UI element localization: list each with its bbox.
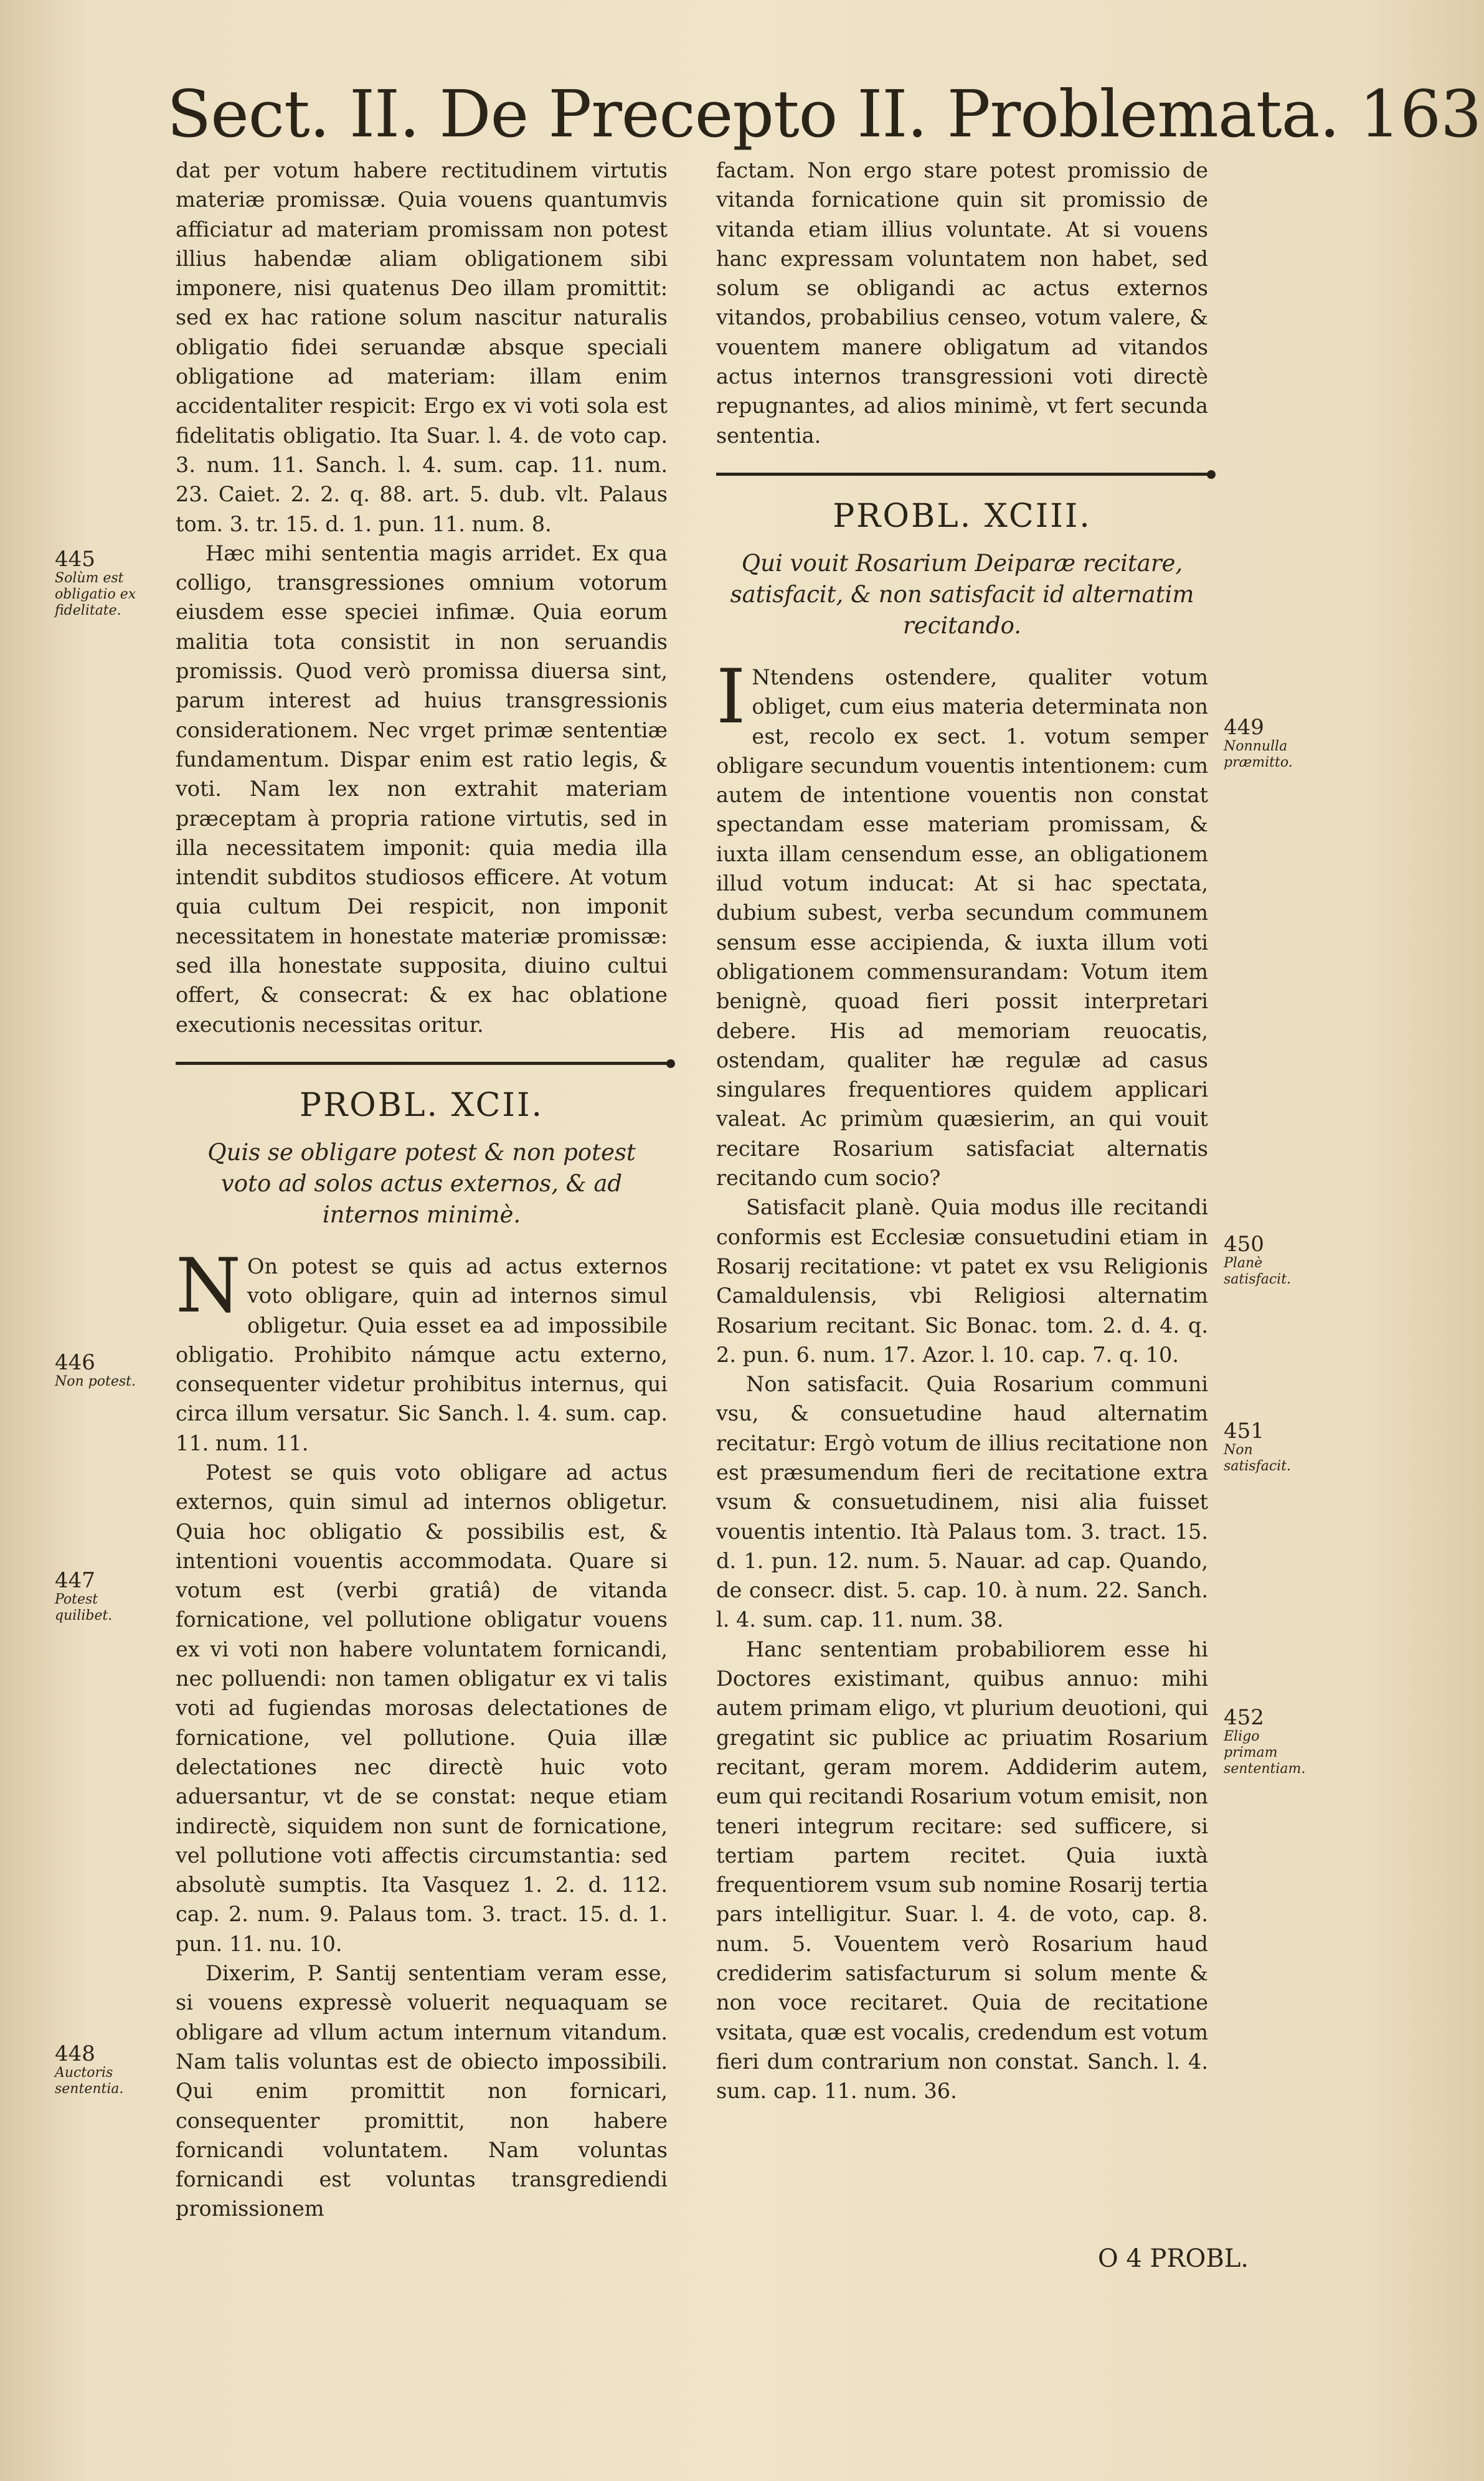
- margin-note: [55, 1351, 148, 1390]
- section-rule: [716, 473, 1208, 476]
- paragraph: Potest se quis voto obligare ad actus externos, quin simul ad internos obligetur. Quia hoc obligatio & possibilis est, & intentioni vouentis accommodata. Quare si votum est (verbi gratiâ) de vitanda fornicatione, vel pollutione obligatur vouens ex vi voti non habere voluntatem fornicandi, nec polluendi: non tamen obligatur ex vi talis voti ad fugiendas morosas delectationes de fornicatione, vel pollutione. Quia illæ delectationes nec directè huic voto aduersantur, vt de se constat: neque etiam indirectè, siquidem non sunt de fornicatione, vel pollutione voti affectis circumstantia: sed absolutè sumptis. Ita Vasquez 1. 2. d. 112. cap. 2. num. 9. Palaus tom. 3. tract. 15. d. 1. pun. 11. nu. 10.: [176, 1460, 668, 1956]
- margin-note: [1224, 1706, 1317, 1777]
- margin-note-text: Solùm est obligatio ex fidelitate.: [55, 570, 136, 618]
- paragraph: Satisfacit planè. Quia modus ille recitandi conformis est Ecclesiæ consuetudini etiam in Rosarij recitatione: vt patet ex vsu Religionis Camaldulensis, vbi Religiosi alternatim Rosarium recitant. Sic Bonac. tom. 2. d. 4. q. 2. pun. 6. num. 17. Azor. l. 10. cap. 7. q. 10.: [716, 1195, 1208, 1367]
- running-head: Sect. II. De Precepto II. Problemata. 163: [167, 76, 1482, 152]
- paragraph: factam. Non ergo stare potest promissio de vitanda fornicatione quin sit promissio de vitanda etiam illius voluntate. At si vouens hanc expressam voluntatem non habet, sed solum se obligandi ac actus externos vitandos, probabilius censeo, votum valere, & vouentem manere obligatum ad vitandos actus internos transgressioni voti directè repugnantes, ad alios minimè, vt fert secunda sententia.: [716, 158, 1208, 448]
- margin-note: [1224, 1420, 1317, 1475]
- margin-note: [1224, 1233, 1317, 1288]
- margin-note: [55, 1569, 148, 1624]
- margin-note-number: 448: [55, 2041, 95, 2066]
- margin-note-text: Non satisfacit.: [1224, 1442, 1292, 1474]
- problem-heading: PROBL. XCII.: [299, 1086, 544, 1124]
- margin-note-number: 446: [55, 1350, 95, 1375]
- margin-note-text: Potest quilibet.: [55, 1592, 113, 1623]
- problem-title: Quis se obligare potest & non potest voto ad solos actus externos, & ad internos minimè.: [207, 1138, 636, 1228]
- paragraph: Non satisfacit. Quia Rosarium communi vsu, & consuetudine haud alternatim recitatur: Ergò votum de illius recitatione non est præsumendum fieri de recitatione extra vsum & consuetudinem, nisi alia fuisset vouentis intentio. Ità Palaus tom. 3. tract. 15. d. 1. pun. 12. num. 5. Nauar. ad cap. Quando, de consecr. dist. 5. cap. 10. à num. 22. Sanch. l. 4. sum. cap. 11. num. 38.: [716, 1372, 1208, 1632]
- paragraph: Hanc sententiam probabiliorem esse hi Doctores existimant, quibus annuo: mihi autem primam eligo, vt plurium deuotioni, qui gregatint sic publice ac priuatim Rosarium recitant, geram morem. Addiderim autem, eum qui recitandi Rosarium votum emisit, non teneri integrum recitare: sed sufficere, si tertiam partem recitet. Quia iuxtà frequentiorem vsum sub nomine Rosarij tertia pars intelligitur. Suar. l. 4. de voto, cap. 8. num. 5. Vouentem verò Rosarium haud crediderim satisfacturum si solum mente & non voce recitaret. Quia de recitatione vsitata, quæ est vocalis, credendum est votum fieri dum contrarium non constat. Sanch. l. 4. sum. cap. 11. num. 36.: [716, 1637, 1208, 2104]
- paragraph: dat per votum habere rectitudinem virtutis materiæ promissæ. Quia vouens quantumvis afficiatur ad materiam promissam non potest illius habendæ aliam obligationem sibi imponere, nisi quatenus Deo illam promittit: sed ex hac ratione solum nascitur naturalis obligatio fidei seruandæ absque speciali obligatione ad materiam: illam enim accidentaliter respicit: Ergo ex vi voti sola est fidelitatis obligatio. Ita Suar. l. 4. de voto cap. 3. num. 11. Sanch. l. 4. sum. cap. 11. num. 23. Caiet. 2. 2. q. 88. art. 5. dub. vlt. Palaus tom. 3. tr. 15. d. 1. pun. 11. num. 8.: [176, 158, 668, 536]
- drop-cap: N: [176, 1242, 241, 1330]
- margin-note-number: 445: [55, 547, 95, 572]
- margin-note: [55, 2043, 148, 2097]
- section-rule: [176, 1062, 668, 1065]
- margin-note-text: Planè satisfacit.: [1224, 1255, 1292, 1287]
- margin-note: [1224, 716, 1317, 771]
- margin-note-number: 450: [1224, 1232, 1264, 1257]
- problem-title: Qui vouit Rosarium Deiparæ recitare, satisfacit, & non satisfacit id alternatim recitando.: [730, 549, 1194, 639]
- margin-note-text: Nonnulla præmitto.: [1224, 739, 1293, 770]
- margin-note-number: 449: [1224, 715, 1264, 740]
- signature-catchword: O 4 PROBL.: [1097, 2244, 1249, 2273]
- paragraph: Dixerim, P. Santij sententiam veram esse, si vouens expressè voluerit nequaquam se obligare ad vllum actum internum vitandum. Nam talis voluntas est de obiecto impossibili. Qui enim promittit non fornicari, consequenter promittit, non habere fornicandi voluntatem. Nam voluntas fornicandi est voluntas transgrediendi promissionem: [176, 1961, 668, 2221]
- paragraph: [716, 653, 1208, 1193]
- drop-cap: I: [716, 653, 746, 740]
- paragraph: [176, 1242, 668, 1458]
- margin-note-text: Eligo primam sententiam.: [1224, 1729, 1306, 1777]
- margin-note-text: Auctoris sententia.: [55, 2065, 124, 2097]
- paragraph-text: On potest se quis ad actus externos voto obligare, quin ad internos simul obligetur. Quia esset ea ad impossibile obligatio. Prohibito námque actu externo, consequenter videtur prohibitus internus, qui circa illum versatur. Sic Sanch. l. 4. sum. cap. 11. num. 11.: [176, 1254, 668, 1455]
- left-column: [176, 156, 668, 2224]
- margin-note-number: 452: [1224, 1705, 1264, 1730]
- paragraph-text: Ntendens ostendere, qualiter votum obliget, cum eius materia determinata non est, recolo ex sect. 1. votum semper obligare secundum vouentis intentionem: cum autem de intentione vouentis non constat spectandam esse materiam promissam, & iuxta illam censendum esse, an obligationem illud votum inducat: At si hac spectata, dubium subest, verba secundum communem sensum esse accipienda, & iuxta illum voti obligationem commensurandam: Votum item benignè, quoad fieri possit interpretari debere. His ad memoriam reuocatis, ostendam, qualiter hæ regulæ ad casus singulares frequentiores quidem applicari valeat. Ac primùm quæsierim, an qui vouit recitare Rosarium satisfaciat alternatis recitando cum socio?: [716, 664, 1208, 1191]
- margin-note-number: 451: [1224, 1419, 1264, 1444]
- margin-note-number: 447: [55, 1568, 95, 1593]
- margin-note: [55, 548, 148, 619]
- right-column: [716, 156, 1208, 2106]
- margin-note-text: Non potest.: [55, 1374, 136, 1389]
- problem-heading: PROBL. XCIII.: [833, 497, 1092, 535]
- paragraph: Hæc mihi sententia magis arridet. Ex qua colligo, transgressiones omnium votorum eiusdem esse speciei infimæ. Quia eorum malitia tota consistit in non seruandis promissis. Quod verò promissa diuersa sint, parum interest ad huius transgressionis considerationem. Nec vrget primæ sententiæ fundamentum. Dispar enim est ratio legis, & voti. Nam lex non extrahit materiam præceptam à propria ratione virtutis, sed in illa necessitatem imponit: quia media illa intendit subditos studiosos efficere. At votum quia cultum Dei respicit, non imponit necessitatem in honestate materiæ promissæ: sed illa honestate supposita, diuino cultui offert, & consecrat: & ex hac oblatione executionis necessitas oritur.: [176, 541, 668, 1037]
